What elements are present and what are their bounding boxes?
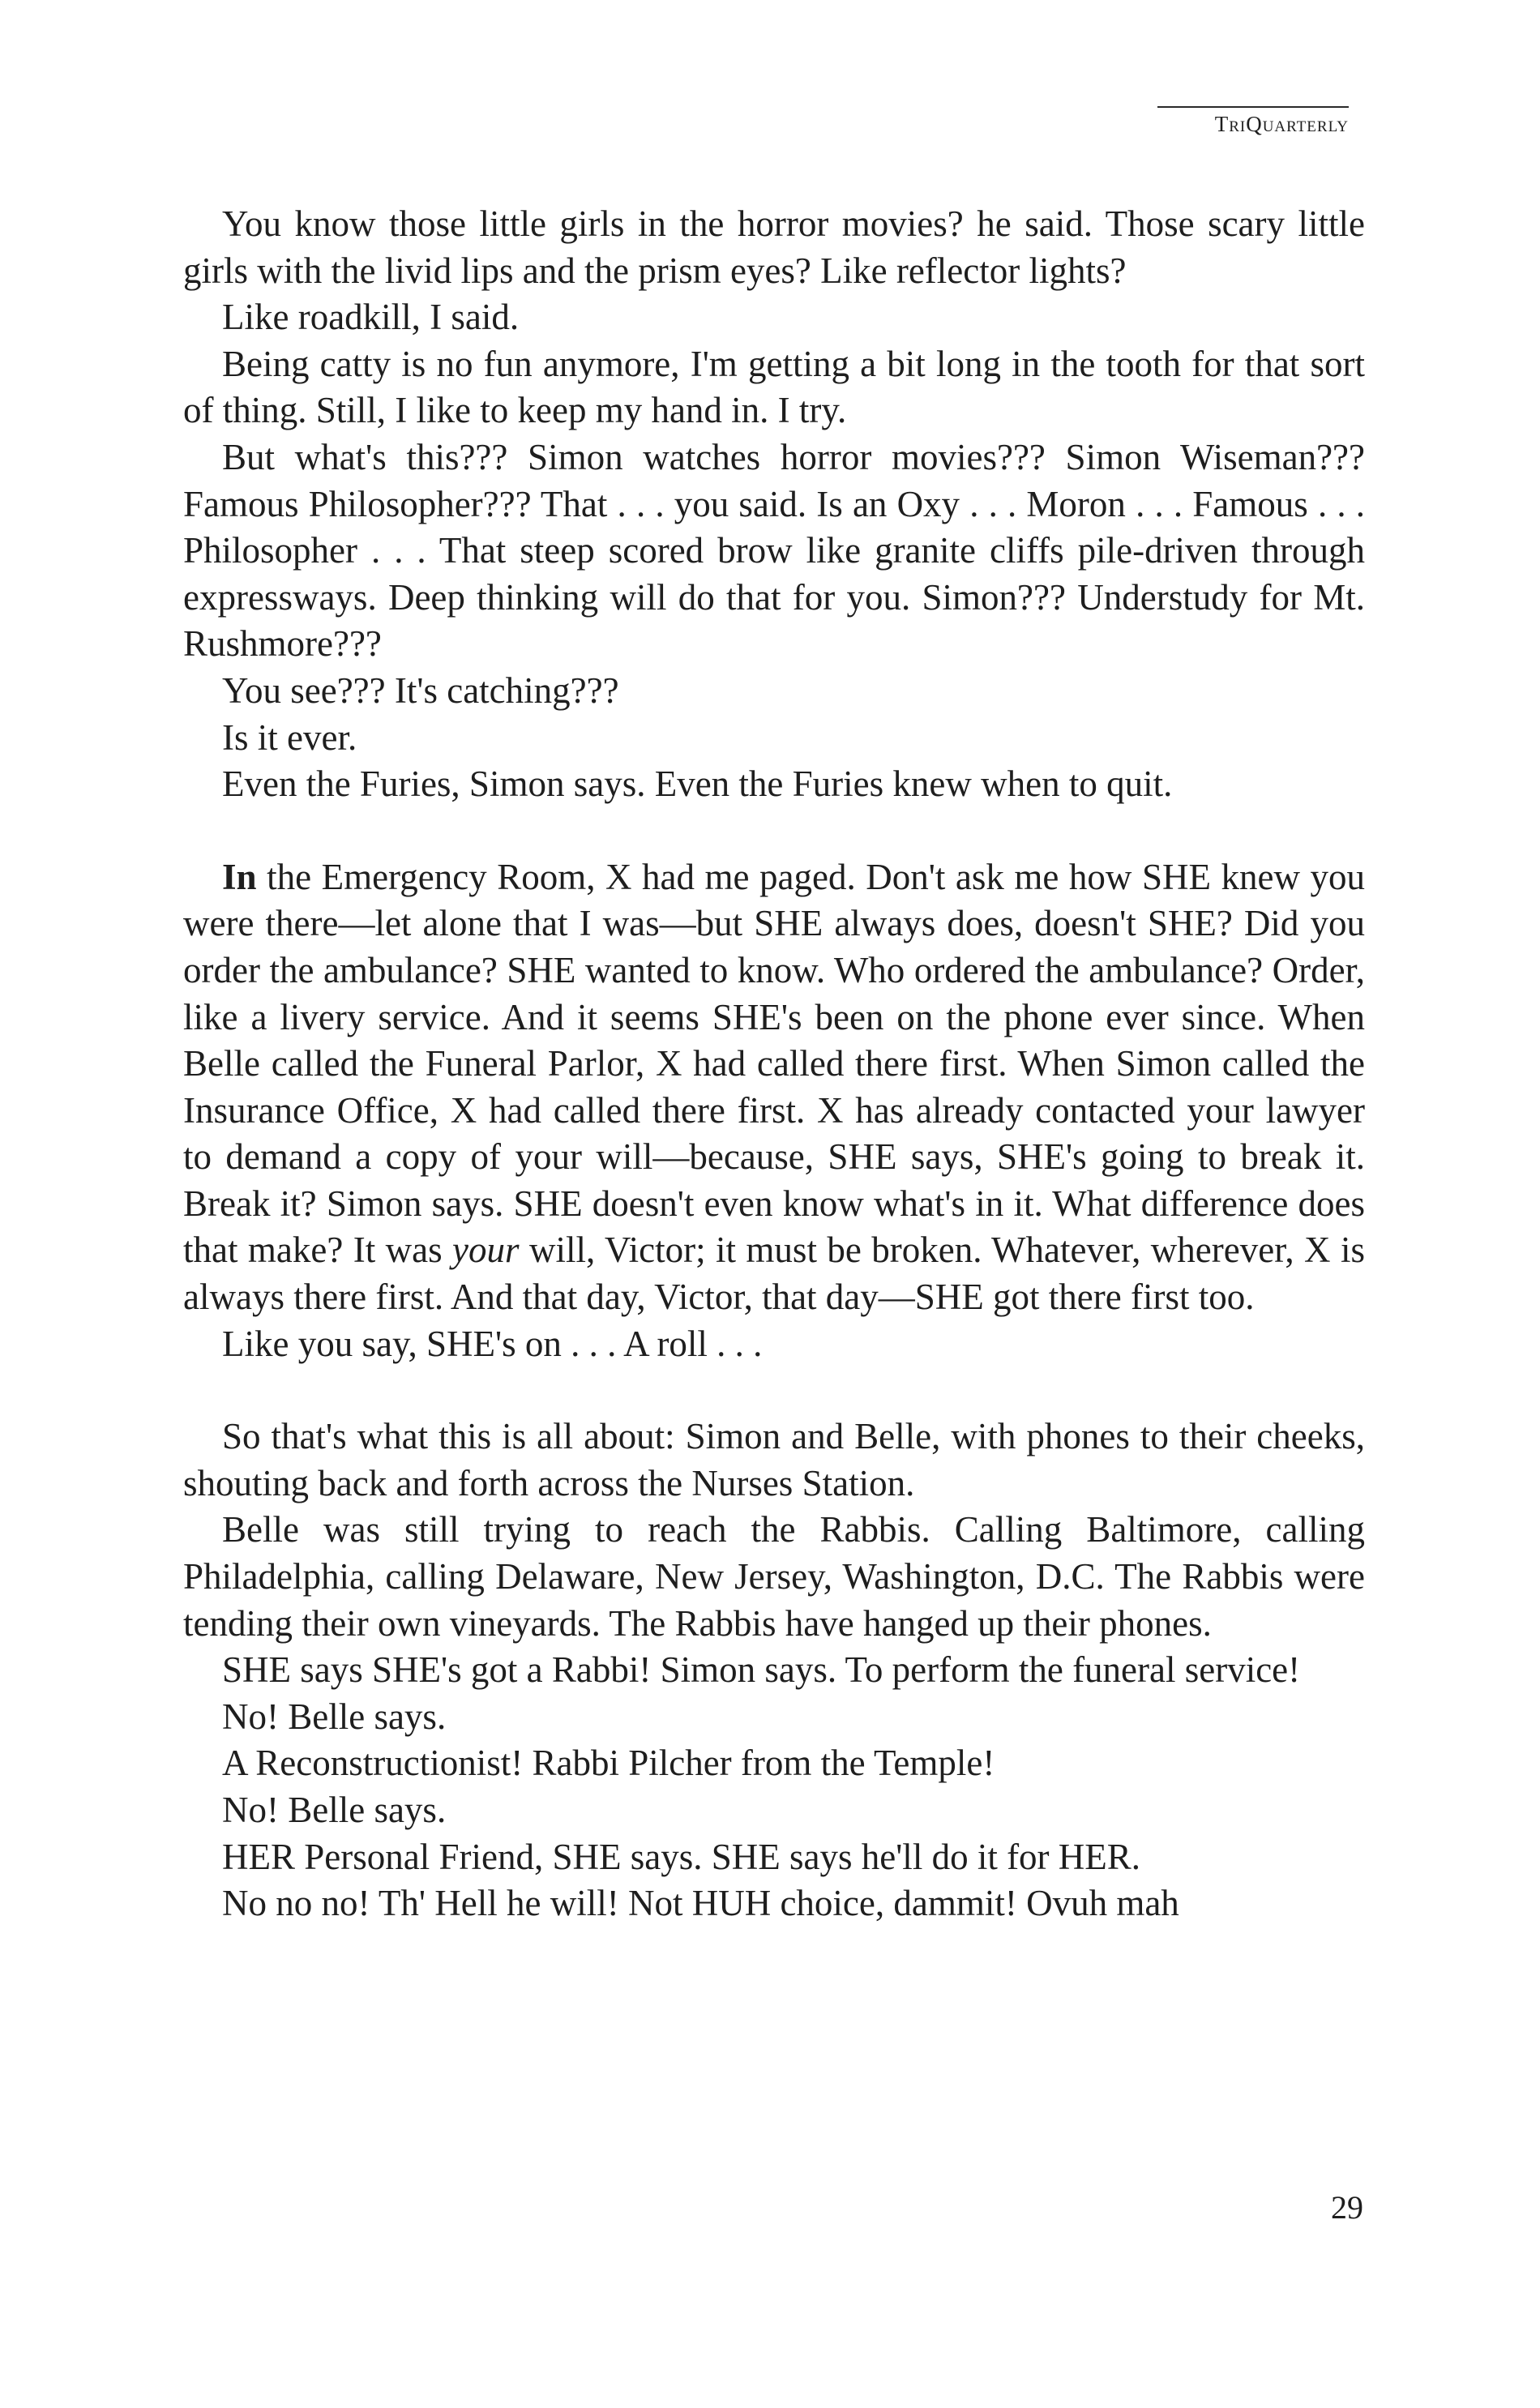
paragraph: Is it ever. — [222, 716, 357, 758]
paragraph: But what's this??? Simon watches horror movies??? Simon Wiseman??? Famous Philosopher??? That . . . you said. Is an Oxy . . . Moron . . . Famous . . . Philosopher . . . That steep scored brow like granite cliffs pile-driven through expressways. Deep thinking will do that for you. Simon??? Understudy for Mt. Rushmore??? — [183, 436, 1365, 665]
section-break-paragraph — [183, 854, 1365, 1321]
paragraph: You see??? It's catching??? — [222, 669, 619, 711]
paragraph: No! Belle says. — [222, 1790, 447, 1830]
paragraph: Being catty is no fun anymore, I'm getting a bit long in the tooth for that sort of thing. Still, I like to keep my hand in. I try. — [183, 343, 1365, 431]
paragraph-text: will, Victor; it must be broken. Whatever, wherever, X is always there first. And that day, Victor, that day—SHE got there first too. — [183, 1230, 1365, 1318]
paragraph: Even the Furies, Simon says. Even the Furies knew when to quit. — [222, 763, 1173, 805]
page-number: 29 — [1331, 2189, 1363, 2226]
paragraph: Belle was still trying to reach the Rabbis. Calling Baltimore, calling Philadelphia, calling Delaware, New Jersey, Washington, D.C. The Rabbis were tending their own vineyards. The Rabbis have hanged up their phones. — [183, 1509, 1365, 1644]
paragraph: No! Belle says. — [222, 1696, 447, 1737]
paragraph: You know those little girls in the horror movies? he said. Those scary little girls with the livid lips and the prism eyes? Like reflector lights? — [183, 203, 1365, 291]
running-head: TriQuarterly — [1214, 112, 1349, 136]
paragraph: A Reconstructionist! Rabbi Pilcher from the Temple! — [222, 1743, 995, 1784]
paragraph: SHE says SHE's got a Rabbi! Simon says. To perform the funeral service! — [222, 1649, 1301, 1691]
paragraph: HER Personal Friend, SHE says. SHE says he'll do it for HER. — [222, 1836, 1141, 1877]
emphasis-text: your — [452, 1230, 520, 1271]
section-break-paragraph: So that's what this is all about: Simon and Belle, with phones to their cheeks, shouting back and forth across the Nurses Station. — [183, 1416, 1365, 1503]
paragraph: Like you say, SHE's on . . . A roll . . . — [222, 1323, 763, 1364]
paragraph: No no no! Th' Hell he will! Not HUH choice, dammit! Ovuh mah — [222, 1883, 1179, 1924]
paragraph-text: the Emergency Room, X had me paged. Don't ask me how SHE knew you were there—let alone that I was—but SHE always does, doesn't SHE? Did you order the ambulance? SHE wanted to know. Who ordered the ambulance? Order, like a livery service. And it seems SHE's been on the phone ever since. When Belle called the Funeral Parlor, X had called there first. When Simon called the Insurance Office, X had called there first. X has already contacted your lawyer to demand a copy of your will—because, SHE says, SHE's going to break it. Break it? Simon says. SHE doesn't even know what's in it. What difference does that make? It was — [183, 856, 1365, 1271]
paragraph: Like roadkill, I said. — [222, 297, 520, 338]
running-head-rule — [1157, 106, 1349, 108]
body-text — [183, 201, 1365, 1927]
section-lead-word: In — [222, 856, 257, 897]
